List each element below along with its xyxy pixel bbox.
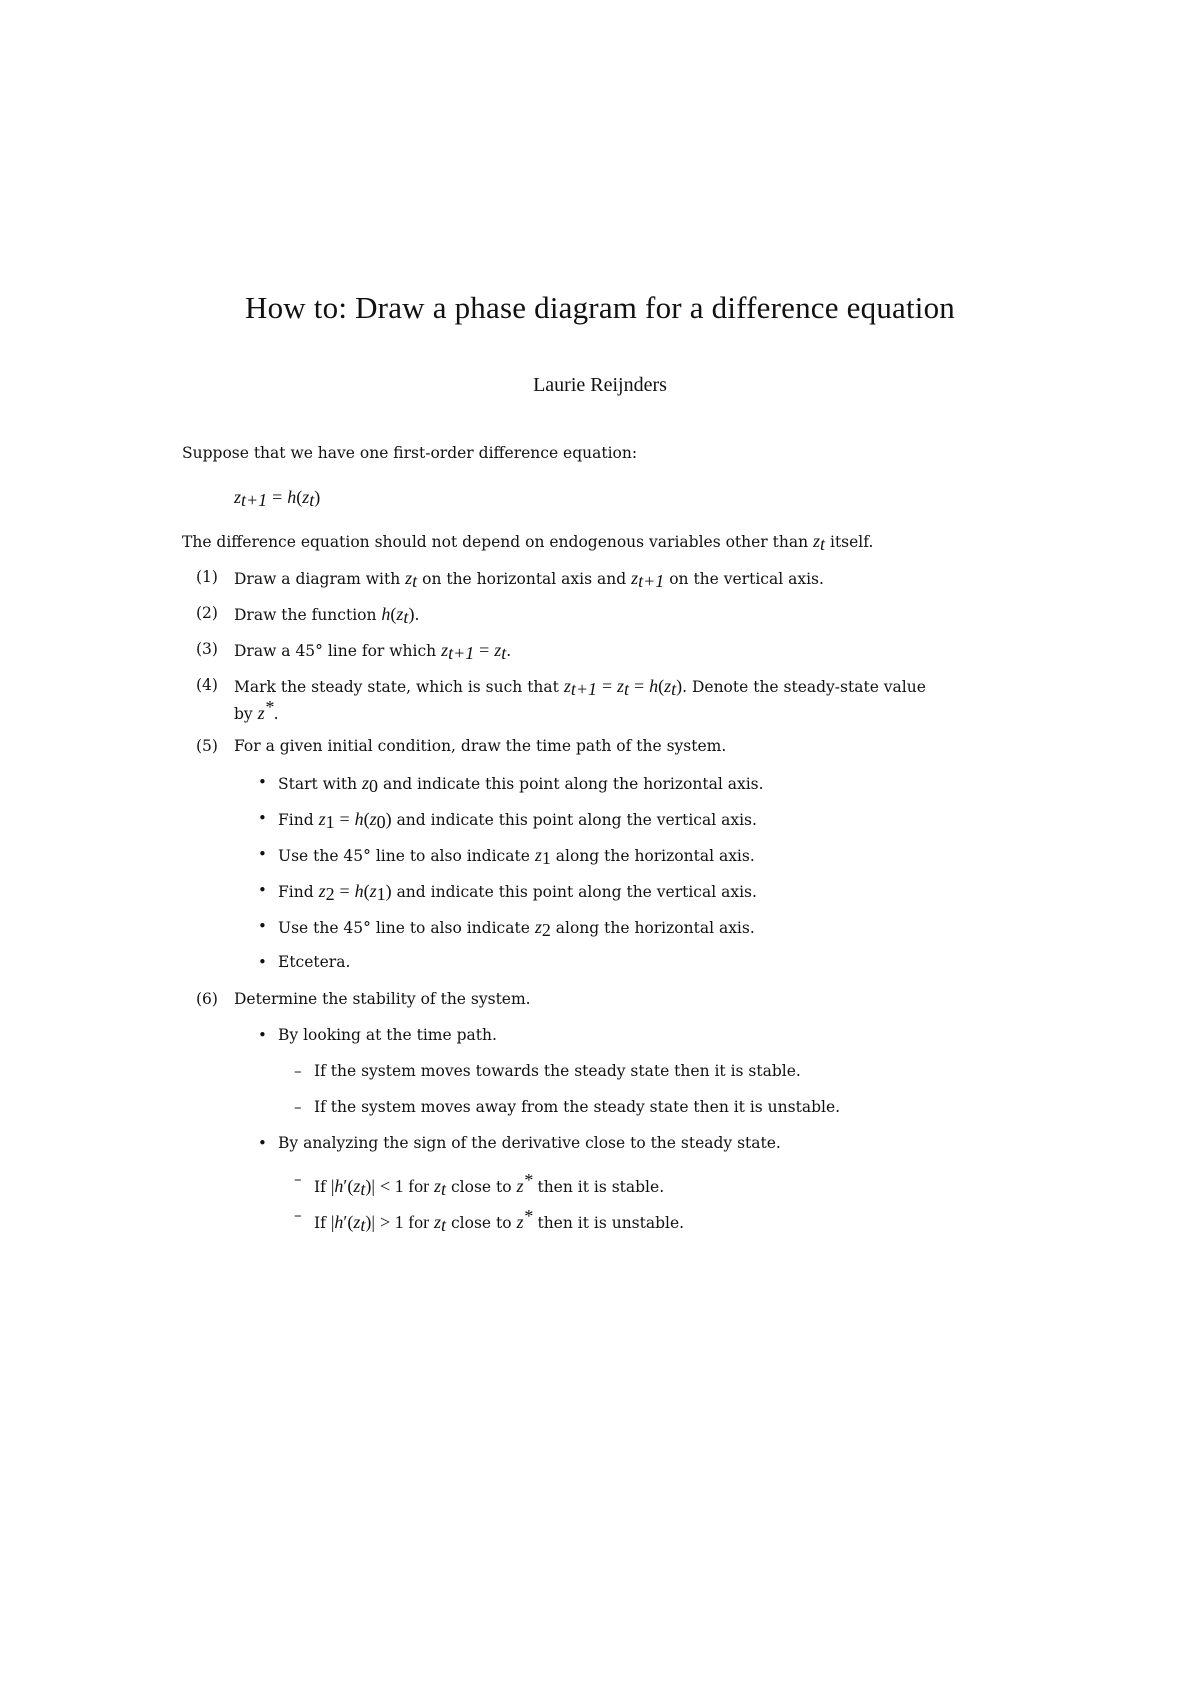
sub-list-item: If $|h'(z_t)| < 1$ for $z_t$ close to z* then it is stable. xyxy=(314,1170,665,1200)
list-item: Use the 45° line to also indicate $z_1$ along the horizontal axis. xyxy=(278,845,755,868)
list-item: Find $z_1 = h(z_0)$ and indicate this point along the vertical axis. xyxy=(278,809,757,832)
step-6-text: Determine the stability of the system. xyxy=(234,990,531,1008)
page-title: How to: Draw a phase diagram for a difference equation xyxy=(244,290,956,325)
bullet-icon: • xyxy=(258,881,267,899)
step-2-number: (2) xyxy=(196,604,218,622)
bullet-icon: • xyxy=(258,773,267,791)
bullet-icon: • xyxy=(258,917,267,935)
list-item: Use the 45° line to also indicate $z_2$ along the horizontal axis. xyxy=(278,917,755,940)
step-1-number: (1) xyxy=(196,568,218,586)
bullet-icon: • xyxy=(258,953,267,971)
sub-list-item: If the system moves away from the steady state then it is unstable. xyxy=(314,1098,841,1116)
main-equation: $z_{t+1} = h(z_t)$ xyxy=(234,487,321,510)
step-3-number: (3) xyxy=(196,640,218,658)
author-name: Laurie Reijnders xyxy=(533,374,667,396)
step-2-text: Draw the function $h(z_t)$. xyxy=(234,604,420,627)
step-5-text: For a given initial condition, draw the time path of the system. xyxy=(234,737,727,755)
sub-list-item: If the system moves towards the steady state then it is stable. xyxy=(314,1062,801,1080)
list-item: By analyzing the sign of the derivative close to the steady state. xyxy=(278,1134,781,1152)
intro-text: Suppose that we have one first-order difference equation: xyxy=(182,444,638,462)
bullet-icon: • xyxy=(258,1026,267,1044)
dash-icon: – xyxy=(294,1170,302,1188)
step-5-number: (5) xyxy=(196,737,218,755)
list-item: By looking at the time path. xyxy=(278,1026,497,1044)
sub-list-item: If $|h'(z_t)| > 1$ for $z_t$ close to z* then it is unstable. xyxy=(314,1206,685,1236)
bullet-icon: • xyxy=(258,1134,267,1152)
list-item: Find $z_2 = h(z_1)$ and indicate this point along the vertical axis. xyxy=(278,881,757,904)
step-4-text-cont: by z*. xyxy=(234,697,279,724)
bullet-icon: • xyxy=(258,845,267,863)
dash-icon: – xyxy=(294,1206,302,1224)
step-6-number: (6) xyxy=(196,990,218,1008)
step-3-text: Draw a 45° line for which $z_{t+1} = z_t$. xyxy=(234,640,512,663)
step-4-text: Mark the steady state, which is such that $z_{t+1} = z_t = h(z_t)$. Denote the steady-state value xyxy=(234,676,926,699)
step-4-number: (4) xyxy=(196,676,218,694)
list-item: Etcetera. xyxy=(278,953,351,971)
note-text: The difference equation should not depend on endogenous variables other than $z_t$ itself. xyxy=(182,531,874,554)
step-1-text: Draw a diagram with $z_t$ on the horizontal axis and $z_{t+1}$ on the vertical axis. xyxy=(234,568,824,591)
list-item: Start with $z_0$ and indicate this point along the horizontal axis. xyxy=(278,773,764,796)
bullet-icon: • xyxy=(258,809,267,827)
dash-icon: – xyxy=(294,1098,302,1116)
dash-icon: – xyxy=(294,1062,302,1080)
